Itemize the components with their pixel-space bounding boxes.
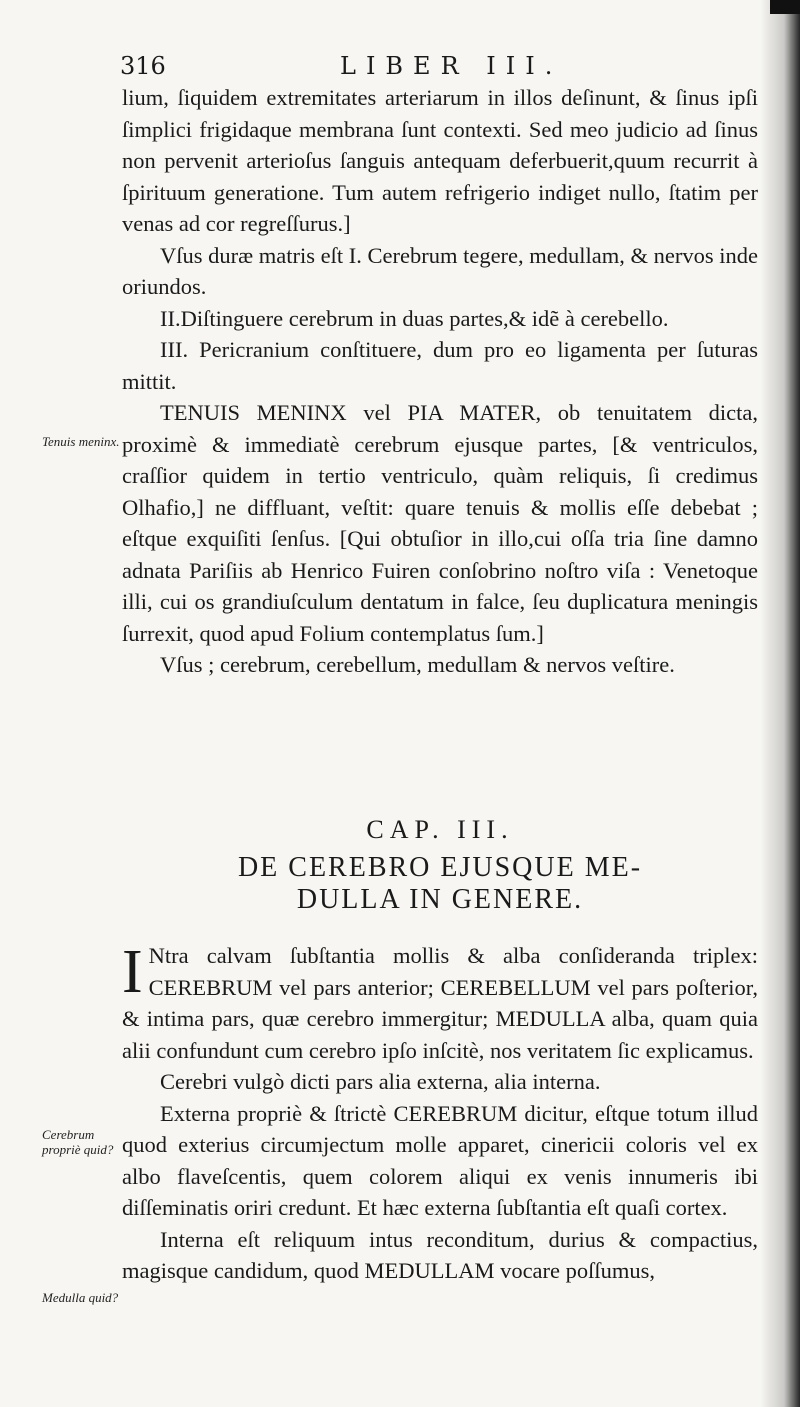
paragraph: TENUIS MENINX vel PIA MATER, ob tenuitatem dicta, proximè & immediatè cerebrum ejusque partes, [& ventriculos, craſſior quidem in tertio ventriculo, quàm reliquis, ſi credimus Olhafio,] ne diffluant, veſtit: quare tenuis & mollis eſſe debebat ; eſtque exquiſiti ſenſus. [Qui obtuſior in illo,cui oſſa tria ſine damno adnata Pariſiis ab Henrico Fuiren conſobrino noſtro viſa : Venetoque illi, cui os grandiuſculum dentatum in falce, ſeu duplicatura meningis ſurrexit, quod apud Folium contemplatus ſum.] — [122, 400, 758, 646]
paragraph: II.Diſtinguere cerebrum in duas partes,& idẽ à cerebello. — [160, 305, 669, 331]
paragraph-text: Ntra calvam ſubſtantia mollis & alba conſideranda triplex: CEREBRUM vel pars anterior; CEREBELLUM vel pars poſterior, & intima pars, quæ cerebro immergitur; MEDULLA alba, quam quia alii confundunt cum cerebro ipſo inſcitè, nos veritatem ſic explicamus. — [122, 943, 758, 1063]
paragraph: Vſus duræ matris eſt I. Cerebrum tegere, medullam, & nervos inde oriundos. — [122, 242, 758, 299]
paragraph: Cerebri vulgò dicti pars alia externa, alia interna. — [160, 1069, 601, 1094]
page-edge-shadow — [760, 0, 800, 1407]
paragraph: lium, ſiquidem extremitates arteriarum in illos deſinunt, & ſinus ipſi ſimplici frigidaque membrana ſunt contexti. Sed meo judicio ad ſinus non pervenit arterioſus ſanguis antequam deferbuerit,quum recurrit à ſpirituum generatione. Tum autem refrigerio indiget nullo, ſtatim per venas ad cor regreſſurus.] — [122, 85, 758, 236]
marginal-note: Tenuis meninx. — [42, 434, 120, 449]
page-number: 316 — [120, 52, 166, 80]
scan-corner — [770, 0, 800, 14]
chapter-title-line-1: DE CEREBRO EJUSQUE ME- — [237, 852, 643, 883]
paragraph: Externa propriè & ſtrictè CEREBRUM dicitur, eſtque totum illud quod exterius circumjectum molle apparet, cinericii coloris vel ex albo flaveſcentis, quem colorem aliqui ex venis innumeris ibi diſſeminatis oriri credunt. Et hæc externa ſubſtantia eſt quaſi cortex. — [122, 1100, 758, 1220]
paragraph: Vſus ; cerebrum, cerebellum, medullam & nervos veſtire. — [160, 652, 675, 677]
text-block-bottom — [122, 940, 758, 1287]
running-head — [120, 52, 760, 84]
chapter-number: CAP. III. — [366, 815, 514, 844]
paragraph: Interna eſt reliquum intus reconditum, durius & compactius, magisque candidum, quod MEDULLAM vocare poſſumus, — [122, 1226, 758, 1283]
paragraph — [122, 940, 758, 1066]
drop-cap: I — [122, 938, 143, 1006]
marginal-note: Cerebrum propriè quid? — [42, 1127, 114, 1157]
paragraph: III. Pericranium conſtituere, dum pro eo ligamenta per ſuturas mittit. — [122, 337, 758, 394]
running-title: LIBER III. — [340, 52, 563, 80]
marginal-note: Medulla quid? — [42, 1290, 119, 1305]
text-block-top — [122, 82, 758, 681]
chapter-title-line-2: DULLA IN GENERE. — [296, 884, 584, 915]
